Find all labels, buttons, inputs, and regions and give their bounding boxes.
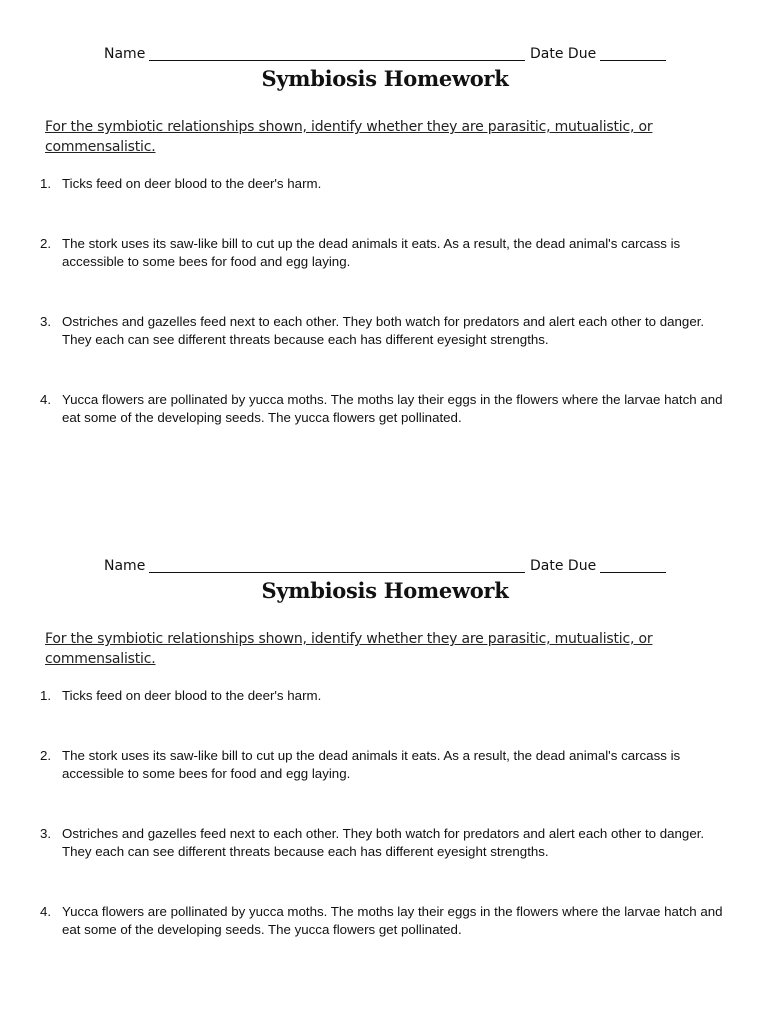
name-blank-line[interactable] [149, 60, 525, 61]
question-number: 2. [40, 236, 52, 251]
question-text: Ostriches and gazelles feed next to each other. They both watch for predators and alert each other to danger. They each can see different threats because each has different eyesight strengths. [62, 314, 705, 347]
name-date-row [0, 44, 770, 66]
question-number: 1. [40, 688, 52, 703]
question-number: 3. [40, 826, 52, 841]
instructions: For the symbiotic relationships shown, identify whether they are parasitic, mutualistic, or commensalistic. [45, 631, 653, 667]
page-title: Symbiosis Homework [261, 578, 509, 603]
question-number: 4. [40, 392, 52, 407]
question-item [40, 903, 730, 939]
page-title: Symbiosis Homework [261, 66, 509, 91]
question-item [40, 747, 730, 783]
date-due-label: Date Due [530, 46, 597, 62]
name-blank-line[interactable] [149, 572, 525, 573]
question-text: Ticks feed on deer blood to the deer's harm. [62, 688, 322, 703]
date-due-blank-line[interactable] [600, 572, 666, 573]
question-text: Yucca flowers are pollinated by yucca moths. The moths lay their eggs in the flowers where the larvae hatch and eat some of the developing seeds. The yucca flowers get pollinated. [62, 392, 723, 425]
question-item [40, 313, 730, 349]
name-label: Name [104, 46, 146, 62]
question-text: Yucca flowers are pollinated by yucca moths. The moths lay their eggs in the flowers where the larvae hatch and eat some of the developing seeds. The yucca flowers get pollinated. [62, 904, 723, 937]
worksheet-top [0, 44, 770, 425]
question-text: The stork uses its saw-like bill to cut up the dead animals it eats. As a result, the dead animal's carcass is accessible to some bees for food and egg laying. [62, 236, 681, 269]
question-number: 3. [40, 314, 52, 329]
question-item [40, 687, 730, 705]
name-date-row [0, 556, 770, 578]
question-number: 1. [40, 176, 52, 191]
date-due-label: Date Due [530, 558, 597, 574]
date-due-blank-line[interactable] [600, 60, 666, 61]
question-item [40, 175, 730, 193]
question-number: 4. [40, 904, 52, 919]
question-text: Ticks feed on deer blood to the deer's harm. [62, 176, 322, 191]
question-item [40, 235, 730, 271]
instructions: For the symbiotic relationships shown, identify whether they are parasitic, mutualistic, or commensalistic. [45, 119, 653, 155]
worksheet-bottom [0, 556, 770, 937]
question-item [40, 825, 730, 861]
question-text: Ostriches and gazelles feed next to each other. They both watch for predators and alert each other to danger. They each can see different threats because each has different eyesight strengths. [62, 826, 705, 859]
name-label: Name [104, 558, 146, 574]
question-text: The stork uses its saw-like bill to cut up the dead animals it eats. As a result, the dead animal's carcass is accessible to some bees for food and egg laying. [62, 748, 681, 781]
question-item [40, 391, 730, 427]
question-number: 2. [40, 748, 52, 763]
